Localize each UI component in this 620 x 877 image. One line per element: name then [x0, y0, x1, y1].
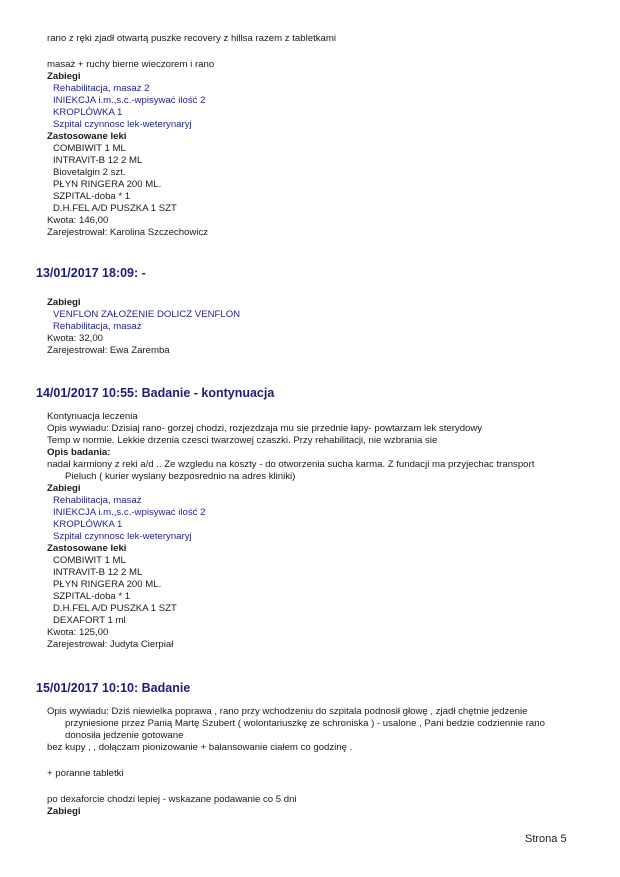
procedure-item: KROPLÓWKA 1: [53, 107, 123, 118]
procedure-item: Rehabilitacja, masaż 2: [53, 83, 150, 94]
medication-item: SZPITAL-doba * 1: [53, 591, 131, 602]
medication-item: COMBIWIT 1 ML: [53, 143, 126, 154]
medication-item: DEXAFORT 1 ml: [53, 615, 126, 626]
procedure-item: INIEKCJA i.m.,s.c.-wpisywać ilość 2: [53, 95, 206, 106]
medication-item: SZPITAL-doba * 1: [53, 191, 131, 202]
note-line: Pieluch ( kurier wyslany bezposrednio na adres kliniki): [65, 471, 296, 482]
registered-by: Zarejestrował: Ewa Zaremba: [47, 345, 170, 356]
note-line: masaż + ruchy bierne wieczorem i rano: [47, 59, 215, 70]
note-line: Opis wywiadu: Dziś niewielka poprawa , rano przy wchodzeniu do szpitala podnosił głowę , zjadł chętnie jedzenie: [47, 706, 528, 717]
entry-heading: 15/01/2017 10:10: Badanie: [36, 681, 191, 695]
medication-item: PŁYN RINGERA 200 ML.: [53, 579, 162, 590]
entry-heading: 14/01/2017 10:55: Badanie - kontynuacja: [36, 386, 275, 400]
note-line: po dexaforcie chodzi lepiej - wskazane podawanie co 5 dni: [47, 794, 297, 805]
procedure-item: Szpital czynnosc lek-weterynaryj: [53, 531, 192, 542]
leki-label: Zastosowane leki: [47, 543, 127, 554]
note-line: donosiła jedzenie gotowane: [65, 730, 184, 741]
amount: Kwota: 146,00: [47, 215, 109, 226]
medication-item: Biovetalgin 2 szt.: [53, 167, 126, 178]
medication-item: INTRAVIT-B 12 2 ML: [53, 155, 143, 166]
note-line: rano z ręki zjadł otwartą puszke recovery z hillsa razem z tabletkami: [47, 33, 336, 44]
note-line: bez kupy , , dołączam pionizowanie + balansowanie ciałem co godzinę .: [47, 742, 353, 753]
note-line: + poranne tabletki: [47, 768, 124, 779]
note-line: przyniesione przez Panią Martę Szubert ( wolontariuszkę ze schroniska ) - usalone , Pani bedzie codziennie rano: [65, 718, 545, 729]
registered-by: Zarejestrował: Judyta Cierpiał: [47, 639, 174, 650]
note-line: nadal karmiony z reki a/d .. Ze wzgledu na koszty - do otworzenia sucha karma. Z fundacji ma przyjechac transport: [47, 459, 535, 470]
registered-by: Zarejestrował: Karolina Szczechowicz: [47, 227, 209, 238]
zabiegi-label: Zabiegi: [47, 297, 81, 308]
note-line: Kontynuacja leczenia: [47, 411, 138, 422]
zabiegi-label: Zabiegi: [47, 483, 81, 494]
medication-item: D.H.FEL A/D PUSZKA 1 SZT: [53, 603, 177, 614]
page-number: Strona 5: [525, 833, 567, 845]
medication-item: INTRAVIT-B 12 2 ML: [53, 567, 143, 578]
procedure-item: Szpital czynnosc lek-weterynaryj: [53, 119, 192, 130]
leki-label: Zastosowane leki: [47, 131, 127, 142]
entry-heading: 13/01/2017 18:09: -: [36, 266, 146, 280]
procedure-item: KROPLÓWKA 1: [53, 519, 123, 530]
procedure-item: Rehabilitacja, masaż: [53, 495, 142, 506]
zabiegi-label: Zabiegi: [47, 806, 81, 817]
zabiegi-label: Zabiegi: [47, 71, 81, 82]
amount: Kwota: 32,00: [47, 333, 104, 344]
procedure-item: VENFLON ZAŁOŻENIE DOLICZ VENFLON: [53, 309, 241, 320]
note-line: Opis wywiadu: Dzisiaj rano- gorzej chodzi, rozjezdzaja mu sie przednie łapy- powtarzam lek sterydowy: [47, 423, 483, 434]
amount: Kwota: 125,00: [47, 627, 109, 638]
medication-item: COMBIWIT 1 ML: [53, 555, 126, 566]
procedure-item: INIEKCJA i.m.,s.c.-wpisywać ilość 2: [53, 507, 206, 518]
procedure-item: Rehabilitacja, masaż: [53, 321, 142, 332]
note-line: Temp w normie. Lekkie drzenia czesci twarzowej czaszki. Przy rehabilitacji, nie wzbrania sie: [47, 435, 438, 446]
medication-item: D.H.FEL A/D PUSZKA 1 SZT: [53, 203, 177, 214]
medication-item: PŁYN RINGERA 200 ML.: [53, 179, 162, 190]
opis-badania-label: Opis badania:: [47, 447, 111, 458]
